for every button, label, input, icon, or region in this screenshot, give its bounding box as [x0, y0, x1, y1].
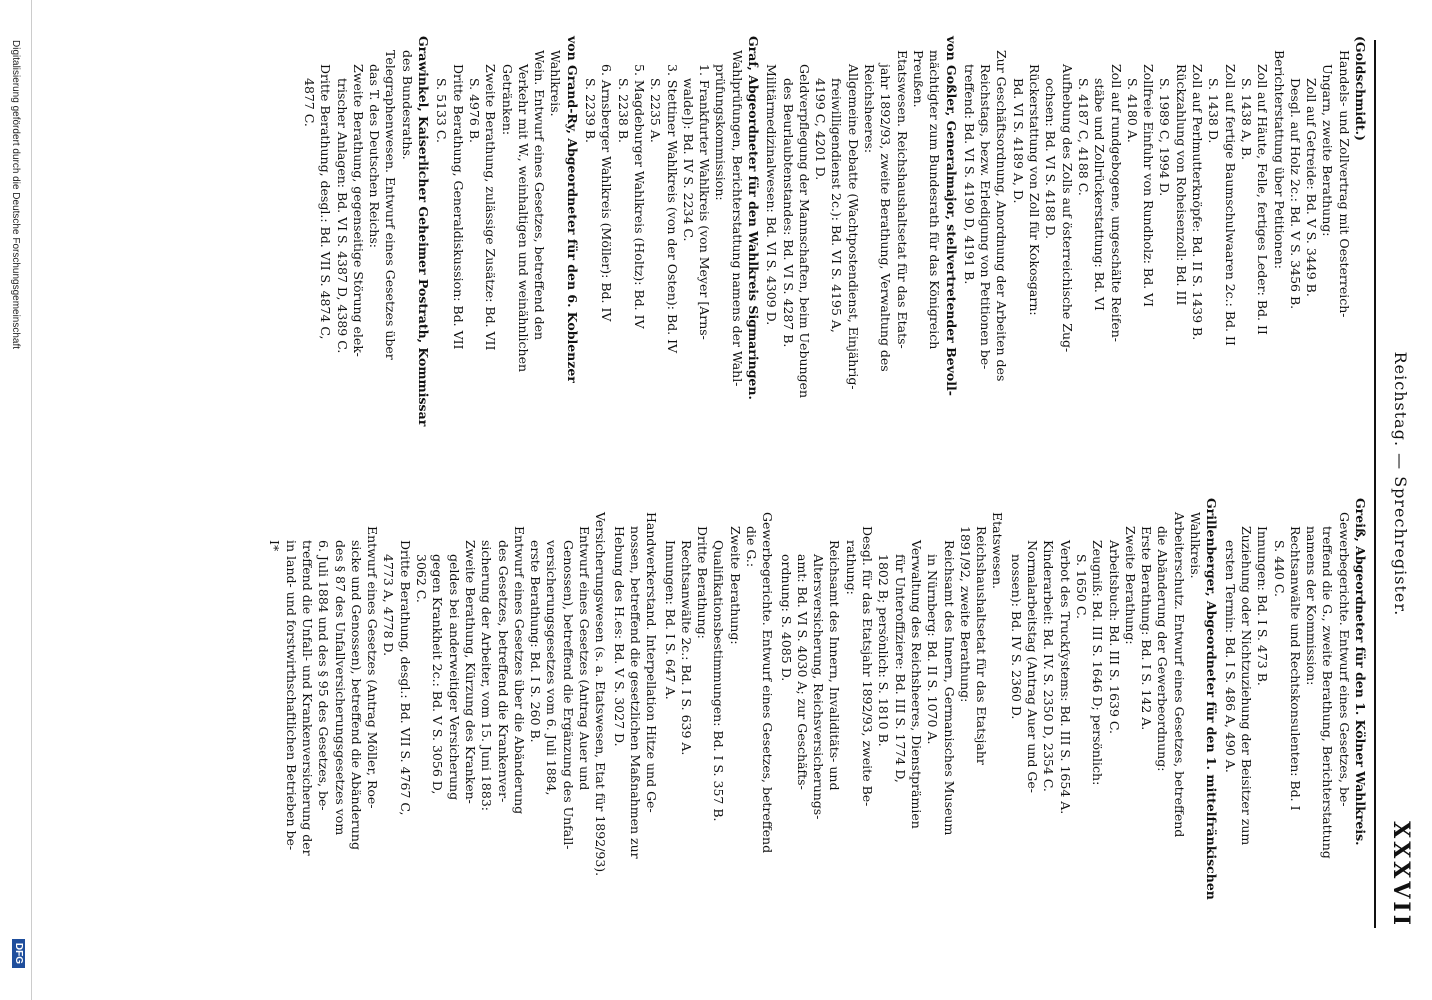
entry-line: Etatswesen. [990, 512, 1006, 589]
entry-line: Wahlkreis. [1188, 512, 1204, 579]
entry-line: 6. Arnsberger Wahlkreis (Möller): Bd. IV [599, 64, 615, 322]
register-entry [433, 36, 580, 468]
entry-line: Zweite Berathung: [727, 526, 743, 645]
entry-line: Zweite Berathung, Kürzung des Kranken- [462, 540, 478, 804]
entry-line: des Gesetzes, betreffend die Krankenver- [495, 540, 511, 803]
register-entry [661, 498, 775, 930]
entry-line: Altersversicherung, Reichsversicherungs- [811, 554, 827, 820]
entry-line: Zur Geschäftsordnung, Anordnung der Arbeiten des [994, 50, 1010, 382]
entry-line: Allgemeine Debatte (Wachtpostendienst, Einjährig- [845, 64, 861, 390]
entry-line: Verbot des Truckſystems: Bd. III S. 1654 A. [1057, 540, 1073, 815]
speaker-name-line: von Grand-Ry, Abgeordneter für den 6. Koblenzer [564, 36, 580, 383]
entry-line: ersten Termin: Bd. I S. 486 A, 490 A. [1222, 540, 1238, 773]
entry-line: Wahlkreis. [548, 50, 564, 117]
entry-line: Hebung des H.es: Bd. V S. 3027 D. [611, 526, 627, 747]
entry-line: Dritte Berathung: [695, 526, 711, 639]
register-entry [1007, 498, 1219, 930]
entry-line: Entwurf eines Gesetzes über die Abänderung [511, 526, 527, 815]
entry-line: Zweite Berathung: [1122, 526, 1138, 645]
entry-line: geldes bei anderweitiger Versicherung [446, 554, 462, 801]
page-header-title: Reichstag. — Sprechregister. [1391, 351, 1410, 617]
scan-margin [0, 0, 32, 1000]
entry-line: sicke und Genossen), betreffend die Abänderung [348, 540, 364, 850]
entry-line: walde]): Bd. IV S. 2234 C. [680, 78, 696, 242]
dfg-logo: DFG [12, 939, 25, 968]
entry-line: S. 1438 D. [1206, 78, 1222, 144]
digitization-note: Digitalisierung gefördert durch die Deutsche Forschungsgemeinschaft [10, 40, 21, 350]
entry-line: rathung: [843, 540, 859, 595]
running-head [1374, 40, 1416, 928]
entry-line: Zoll auf Häute, Felle, fertiges Leder: Bd. II [1255, 64, 1271, 335]
entry-line: freiwilligendienst 2c.): Bd. VI S. 4195 A, [829, 78, 845, 333]
speaker-name-line: Grawinkel, Kaiserlicher Geheimer Postrath, Kommissar [416, 36, 432, 427]
entry-line: Zweite Berathung, zulässige Zusätze: Bd. VII [483, 64, 499, 351]
register-entry [610, 498, 659, 930]
entry-line: Verkehr mit W., weinhaltigen und weinähnlichen [515, 64, 531, 373]
entry-line: Geldverpflegung der Mannschaften, beim Uebungen [796, 64, 812, 399]
speaker-name-line: von Goßler, Generalmajor, stellvertretender Bevoll- [943, 36, 959, 396]
entry-line: 3. Stettiner Wahlkreis (von der Osten): Bd. IV [664, 64, 680, 354]
speaker-name-line: Grillenberger, Abgeordneter für den 1. mittelfränkischen [1204, 498, 1220, 900]
entry-line: Zoll auf rundgebogene, ungeschälte Reifen- [1108, 64, 1124, 342]
entry-line: Zoll auf Perlmutterknöpfe: Bd. II S. 1439 B. [1190, 64, 1206, 341]
entry-line: des Beurlaubtenstandes: Bd. VI S. 4287 B. [780, 78, 796, 348]
entry-line: Zuziehung oder Nichtzuziehung der Beisitzer zum [1238, 526, 1254, 846]
register-entry [582, 36, 761, 468]
entry-line: Handwerkerstand. Interpellation Hitze und Ge- [644, 512, 660, 813]
entry-line: trischer Anlagen: Bd. VI S. 4387 D, 4389 C. [334, 78, 350, 354]
entry-line: ochsen: Bd. VI S. 4188 D. [1043, 78, 1059, 240]
entry-line: 1. Frankfurter Wahlkreis (von Meyer [Arns- [697, 64, 713, 340]
entry-line: Reichshaushaltsetat für das Etatsjahr [974, 526, 990, 765]
entry-line: S. 4187 C, 4188 C. [1075, 78, 1091, 196]
entry-line: S. 4976 B. [466, 78, 482, 144]
register-entry [961, 36, 1368, 468]
entry-line: Reichstags, bezw. Erledigung von Petitionen be- [978, 64, 994, 370]
entry-line: die G.: [744, 526, 760, 568]
entry-line: S. 2235 A. [648, 78, 664, 143]
entry-line: Rückerstattung von Zoll für Kokosgarn: [1027, 64, 1043, 316]
entry-line: treffend: Bd. VI S. 4190 D, 4191 B. [961, 64, 977, 285]
entry-line: für Unteroffiziere: Bd. III S. 1774 D, [892, 554, 908, 783]
entry-line: Preußen. [910, 50, 926, 108]
entry-line: Berichterstattung über Petitionen: [1271, 50, 1287, 269]
entry-line: gegen Krankheit 2c.: Bd. V S. 3056 D, [430, 554, 446, 795]
entry-line: nossen): Bd. IV S. 2360 D. [1008, 554, 1024, 720]
entry-line: Ungarn, zweite Berathung: [1320, 64, 1336, 237]
entry-line: Arbeitsbuch: Bd. III S. 1639 C. [1106, 540, 1122, 734]
entry-line: Zweite Berathung, gegenseitige Störung elek- [350, 64, 366, 357]
register-entry [777, 498, 1005, 930]
entry-line: Militärmedizinalwesen: Bd. VI S. 4309 D. [764, 64, 780, 326]
entry-line: Dritte Berathung, desgl.: Bd. VII S. 4874 C, [318, 64, 334, 340]
entry-line: Zoll auf fertige Baumschulwaaren 2c.: Bd. II [1222, 64, 1238, 346]
page-number: XXXVII [1388, 821, 1414, 928]
entry-line: S. 440 C. [1271, 540, 1287, 597]
entry-line: 3062 C. [414, 554, 430, 603]
entry-line: Gewerbegerichte. Entwurf eines Gesetzes, be- [1336, 512, 1352, 807]
entry-line: Qualifikationsbestimmungen: Bd. I S. 357 B. [711, 540, 727, 822]
entry-line: Dritte Berathung, Generaldiskussion: Bd. VII [450, 64, 466, 350]
entry-line: nossen, betreffend die gesetzlichen Maßnahmen zur [627, 526, 643, 859]
entry-line: I* [267, 540, 283, 552]
entry-line: amt: Bd. VI S. 4030 A; zur Geschäfts- [794, 554, 810, 790]
entry-line: Kinderarbeit: Bd. IV. S. 2350 D, 2354 C. [1041, 540, 1057, 792]
entry-line: Desgl. für das Etatsjahr 1892/93, zweite Be- [860, 526, 876, 807]
entry-line: Rückzahlung von Roheisenzoll: Bd. III [1173, 64, 1189, 306]
entry-line: Versicherungswesen (s. a. Etatswesen, Etat für 1892/93). [593, 512, 609, 877]
entry-line: Normalarbeitstag (Antrag Auer und Ge- [1025, 540, 1041, 793]
entry-line: Zeugniß: Bd. III S. 1646 D; persönlich: [1090, 540, 1106, 786]
entry-line: S. 2239 B. [583, 78, 599, 144]
entry-line: Rechtsanwälte und Rechtskonsulenten: Bd. I [1287, 526, 1303, 811]
entry-line: des § 87 des Unfallversicherungsgesetzes vom [332, 540, 348, 836]
entry-line: die Abänderung der Gewerbeordnung: [1155, 526, 1171, 772]
entry-line: 4199 C, 4201 D. [813, 78, 829, 181]
entry-line: 6. Juli 1884 und des § 95 des Gesetzes, be- [316, 540, 332, 811]
register-entry [763, 36, 959, 468]
entry-line: Aufhebung des Zolls auf österreichische Zug- [1059, 64, 1075, 353]
entry-line: S. 1650 C. [1073, 554, 1089, 619]
entry-line: in Nürnberg: Bd. II S. 1070 A. [925, 554, 941, 745]
entry-line: Reichsheeres: [862, 64, 878, 154]
entry-line: Getränken: [499, 64, 515, 136]
entry-line: Dritte Berathung, desgl.: Bd. VII S. 4767 C, [397, 540, 413, 816]
entry-line: Innungen: Bd. I S. 647 A. [662, 540, 678, 700]
entry-line: 4773 A, 4778 D. [381, 554, 397, 657]
entry-line: Reichsamt des Innern, Invaliditäts- und [827, 540, 843, 791]
entry-line: treffend die Unfall- und Krankenversicherung der [300, 540, 315, 856]
entry-line: sicherung der Arbeiter, vom 15. Juni 1883: [479, 540, 495, 812]
entry-line: das T. des Deutschen Reichs: [367, 64, 383, 248]
entry-line: Entwurf eines Gesetzes (Antrag Möller, Roe- [365, 526, 381, 809]
entry-line: Desgl. auf Holz 2c.: Bd. V S. 3456 B. [1287, 78, 1303, 310]
entry-line: versicherungsgesetzes vom 6. Juli 1884, [544, 540, 560, 796]
register-entry [266, 498, 608, 930]
entry-line: 5. Magdeburger Wahlkreis (Holtz): Bd. IV [631, 64, 647, 329]
entry-line: treffend die G., zweite Berathung, Berichterstattung [1320, 526, 1336, 859]
entry-line: Erste Berathung: Bd. I S. 142 A. [1139, 526, 1155, 731]
entry-line: Wein. Entwurf eines Gesetzes, betreffend den [532, 50, 548, 341]
entry-line: S. 2238 B. [615, 78, 631, 144]
entry-line: stäbe und Zollrückerstattung: Bd. VI [1092, 78, 1108, 311]
entry-line: jahr 1892/93, zweite Berathung, Verwaltung des [878, 64, 894, 372]
entry-line: S. 4180 A. [1124, 78, 1140, 143]
entry-line: Bd. VI S. 4189 A, D. [1010, 78, 1026, 204]
entry-line: Genossen), betreffend die Ergänzung des Unfall- [560, 540, 576, 850]
register-entry [301, 36, 431, 468]
entry-line: Entwurf eines Gesetzes (Antrag Auer und [577, 526, 593, 791]
entry-line: Wahlprüfungen, Berichterstattung namens der Wahl- [729, 50, 745, 387]
entry-line: S. 5133 C. [434, 78, 450, 143]
entry-line: 1802 B; persönlich: S. 1810 B. [876, 554, 892, 747]
entry-line: Rechtsanwälte 2c.: Bd. I S. 639 A. [678, 540, 694, 756]
speaker-name-line: Greiß, Abgeordneter für den 1. Kölner Wahlkreis. [1353, 498, 1368, 846]
entry-line: Zoll auf Getreide: Bd. V S. 3449 B. [1304, 78, 1320, 297]
entry-line: Innungen: Bd. I S. 473 B. [1255, 526, 1271, 686]
entry-line: Handels- und Zollvertrag mit Oesterreich- [1336, 50, 1352, 318]
entry-line: Reichsamt des Innern, Germanisches Museum [941, 540, 957, 836]
entry-line: Zollfreie Einfuhr von Rundholz: Bd. VI [1141, 64, 1157, 307]
entry-line: namens der Kommission: [1304, 526, 1320, 686]
left-column [299, 36, 1368, 468]
entry-line: Gewerbegerichte. Entwurf eines Gesetzes, betreffend [760, 512, 776, 854]
entry-line: ordnung: S. 4085 D. [778, 554, 794, 682]
entry-line: Verwaltung des Reichsheeres, Dienstprämien [908, 540, 924, 829]
entry-line: 4877 C. [302, 78, 317, 127]
speaker-name-line: Graf, Abgeordneter für den Wahlkreis Sigmaringen. [746, 36, 762, 400]
entry-line: S. 1438 A, B. [1238, 78, 1254, 160]
entry-line: in land- und forstwirthschaftlichen Betrieben be- [283, 540, 299, 851]
right-column [264, 498, 1368, 930]
entry-line: 1891/92, zweite Berathung: [957, 526, 973, 703]
entry-line: Etatswesen. Reichshaushaltsetat für das Etats- [894, 50, 910, 349]
entry-line: prüfungskommission: [713, 64, 729, 201]
entry-line: erste Berathung: Bd. I S. 260 B. [528, 540, 544, 743]
entry-line: S. 1989 C, 1994 D. [1157, 78, 1173, 197]
entry-line: Arbeiterschutz. Entwurf eines Gesetzes, betreffend [1171, 512, 1187, 838]
entry-line: des Bundesraths. [399, 50, 415, 160]
speaker-name-line: (Goldschmidt.) [1353, 36, 1368, 141]
register-entry [1221, 498, 1368, 930]
entry-line: mächtigter zum Bundesrath für das Königreich [927, 50, 943, 350]
entry-line: Telegraphenwesen. Entwurf eines Gesetzes über [383, 50, 399, 360]
